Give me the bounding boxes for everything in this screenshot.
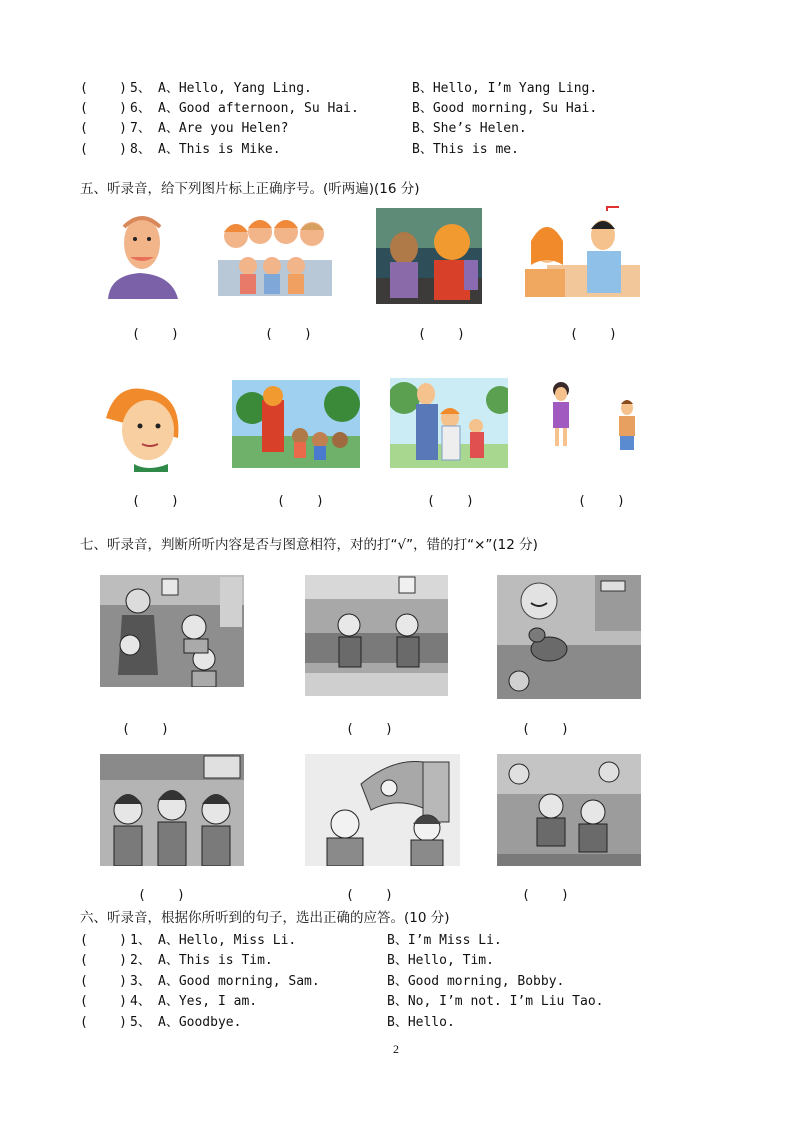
picture-family-group <box>214 210 336 296</box>
option-b: B、Good morning, Su Hai. <box>412 101 598 116</box>
item-number: 4、 <box>130 994 151 1009</box>
answer-blank[interactable]: ( ) <box>80 142 127 157</box>
item-number: 3、 <box>130 974 151 989</box>
answer-blank[interactable]: ( ) <box>80 933 127 948</box>
option-b: B、Good morning, Bobby. <box>387 974 565 989</box>
picture-bald-man <box>100 205 182 299</box>
item-number: 1、 <box>130 933 151 948</box>
item-number: 7、 <box>130 121 151 136</box>
section5-heading: 五、听录音，给下列图片标上正确序号。(听两遍)(16 分) <box>80 181 420 197</box>
answer-blank[interactable]: ( ) <box>80 81 127 96</box>
page-number: 2 <box>393 1042 399 1056</box>
option-a: A、Yes, I am. <box>158 994 258 1009</box>
option-a: A、Hello, Miss Li. <box>158 933 297 948</box>
option-a: A、Hello, Yang Ling. <box>158 81 312 96</box>
item-number: 5、 <box>130 81 151 96</box>
picture-girl-and-boy <box>545 378 641 460</box>
item-number: 5、 <box>130 1015 151 1030</box>
option-a: A、Goodbye. <box>158 1015 242 1030</box>
answer-blank[interactable]: ( ) <box>80 1015 127 1030</box>
answer-blank[interactable]: ( ) <box>80 994 127 1009</box>
picture-girl-face <box>98 378 190 472</box>
option-b: B、Hello, Tim. <box>387 953 494 968</box>
picture-animals-in-park <box>232 380 360 468</box>
answer-blank[interactable]: ( ) <box>80 974 127 989</box>
judge-answer-blank[interactable]: ( ) <box>346 722 393 737</box>
picture-three-girls <box>100 754 244 866</box>
picture-two-girls-walking <box>305 575 448 696</box>
picture-answer-blank[interactable]: ( ) <box>427 494 474 509</box>
option-b: B、Hello. <box>387 1015 455 1030</box>
picture-girl-and-boy-talking <box>507 205 640 297</box>
judge-answer-blank[interactable]: ( ) <box>346 888 393 903</box>
picture-answer-blank[interactable]: ( ) <box>132 327 179 342</box>
item-number: 6、 <box>130 101 151 116</box>
answer-blank[interactable]: ( ) <box>80 953 127 968</box>
judge-answer-blank[interactable]: ( ) <box>522 888 569 903</box>
option-a: A、Are you Helen? <box>158 121 289 136</box>
answer-blank[interactable]: ( ) <box>80 121 127 136</box>
picture-mouse-and-tiger <box>376 208 482 304</box>
judge-answer-blank[interactable]: ( ) <box>122 722 169 737</box>
picture-mouse-and-sun <box>497 575 641 699</box>
picture-answer-blank[interactable]: ( ) <box>578 494 625 509</box>
option-b: B、I’m Miss Li. <box>387 933 502 948</box>
answer-blank[interactable]: ( ) <box>80 101 127 116</box>
picture-boys-pushing <box>497 754 641 866</box>
picture-answer-blank[interactable]: ( ) <box>570 327 617 342</box>
option-b: B、She’s Helen. <box>412 121 527 136</box>
judge-answer-blank[interactable]: ( ) <box>138 888 185 903</box>
picture-answer-blank[interactable]: ( ) <box>418 327 465 342</box>
item-number: 2、 <box>130 953 151 968</box>
item-number: 8、 <box>130 142 151 157</box>
judge-answer-blank[interactable]: ( ) <box>522 722 569 737</box>
option-a: A、This is Mike. <box>158 142 281 157</box>
option-a: A、This is Tim. <box>158 953 273 968</box>
option-a: A、Good afternoon, Su Hai. <box>158 101 359 116</box>
option-b: B、This is me. <box>412 142 519 157</box>
option-a: A、Good morning, Sam. <box>158 974 320 989</box>
section7-heading: 七、听录音，判断所听内容是否与图意相符，对的打“√”，错的打“×”(12 分) <box>80 537 538 553</box>
picture-answer-blank[interactable]: ( ) <box>132 494 179 509</box>
option-b: B、Hello, I’m Yang Ling. <box>412 81 598 96</box>
picture-teacher-and-students <box>100 575 244 687</box>
picture-answer-blank[interactable]: ( ) <box>265 327 312 342</box>
section6-heading: 六、听录音，根据你所听到的句子，选出正确的应答。(10 分) <box>80 910 450 926</box>
picture-boy-girl-slide <box>305 754 460 866</box>
picture-answer-blank[interactable]: ( ) <box>277 494 324 509</box>
option-b: B、No, I’m not. I’m Liu Tao. <box>387 994 604 1009</box>
picture-man-and-children <box>390 378 508 468</box>
